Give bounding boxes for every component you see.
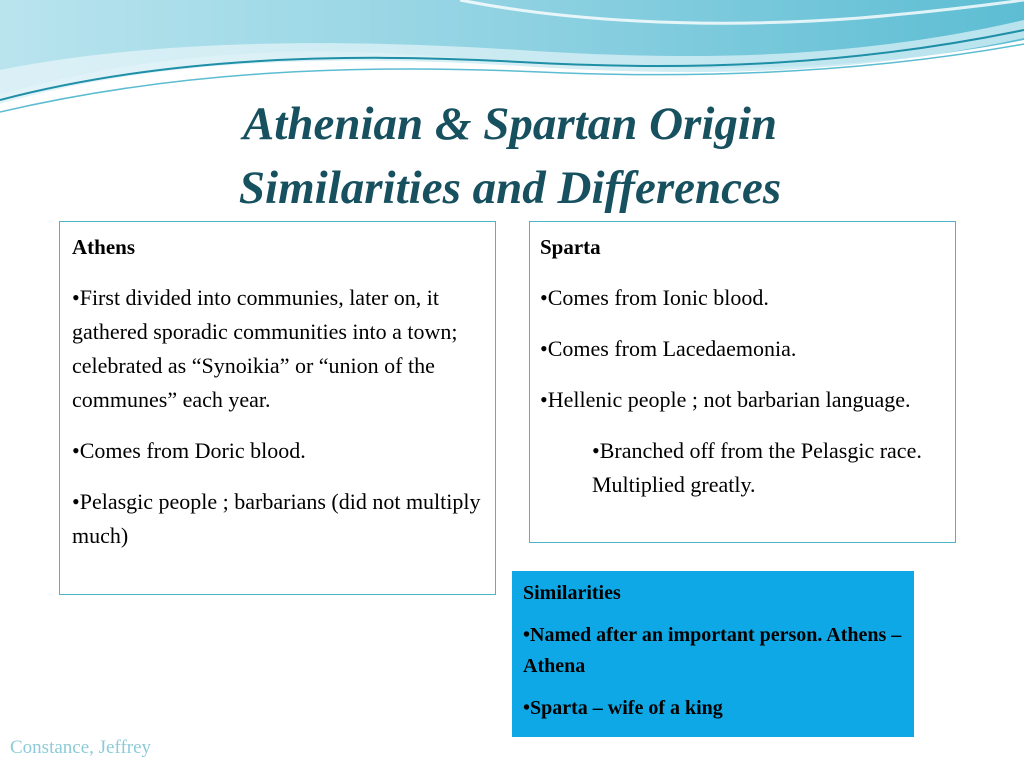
title-line-1: Athenian & Spartan Origin [242,98,778,150]
athens-heading: Athens [72,235,136,259]
title-line-2: Similarities and Differences [238,162,782,214]
footer-author: Constance, Jeffrey [10,737,152,758]
sparta-item: •Comes from Lacedaemonia. [540,336,797,361]
athens-item: •Comes from Doric blood. [72,438,306,463]
athens-item: •Pelasgic people ; barbarians (did not multiply much) [72,489,481,548]
athens-box [59,221,496,595]
similarities-box [512,571,914,737]
sparta-heading: Sparta [540,235,601,259]
slide-title [60,92,960,220]
athens-item: •First divided into communies, later on, it gathered sporadic communities into a town; celebrated as “Synoikia” or “union of the communes” each year. [72,285,458,412]
sparta-box [529,221,956,543]
sparta-subitem: •Branched off from the Pelasgic race. Multiplied greatly. [592,438,922,497]
sparta-item: •Hellenic people ; not barbarian language. [540,387,911,412]
similarities-heading: Similarities [523,582,621,604]
similarities-item: •Named after an important person. Athens – Athena [523,624,902,677]
similarities-item: •Sparta – wife of a king [523,697,723,719]
sparta-item: •Comes from Ionic blood. [540,285,769,310]
